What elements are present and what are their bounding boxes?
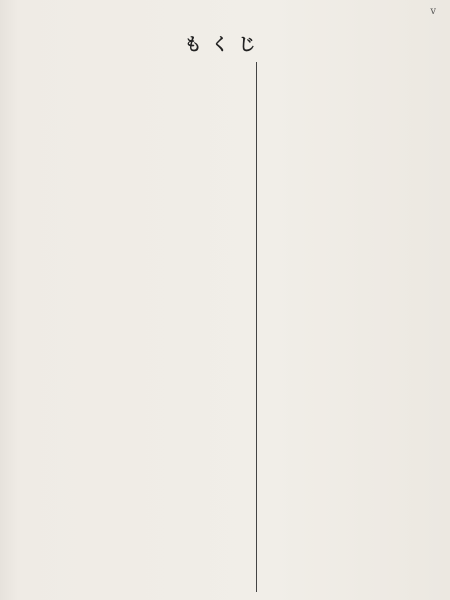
column-divider (256, 62, 257, 592)
page-number: v (430, 6, 436, 17)
toc-title: もくじ (184, 35, 266, 55)
